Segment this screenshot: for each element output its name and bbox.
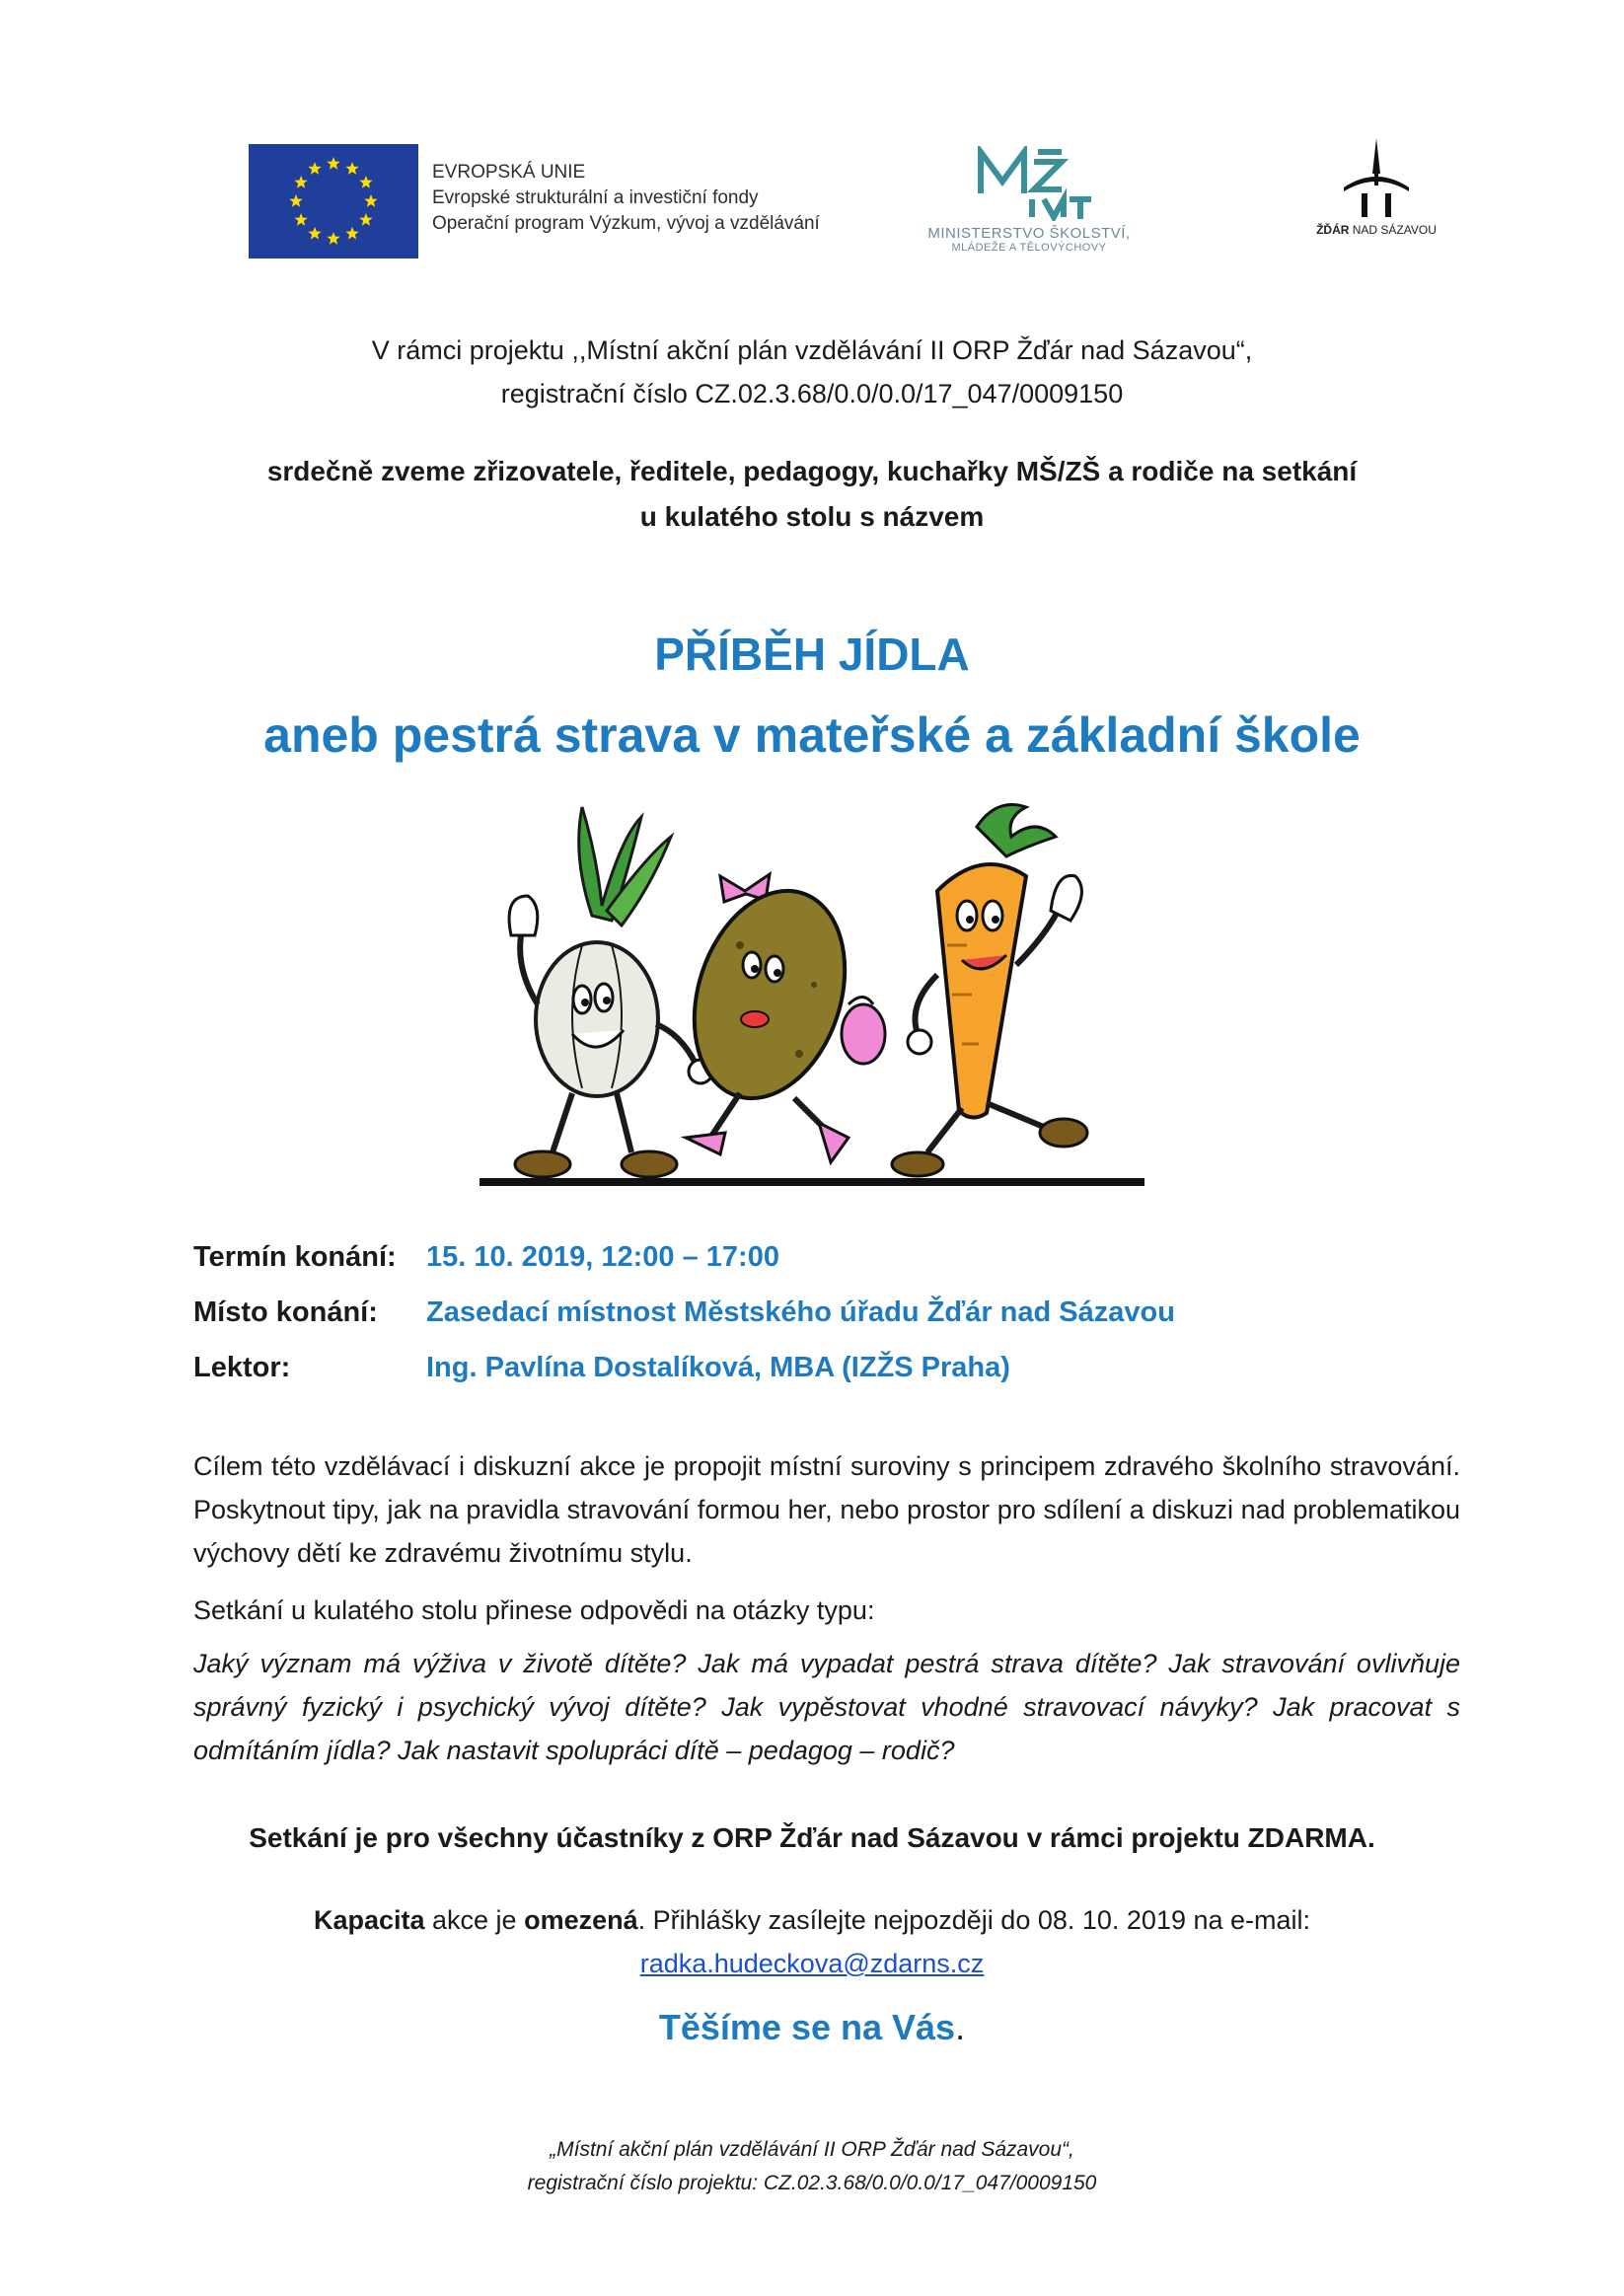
detail-row-date (193, 1241, 1427, 1295)
description-paragraph: Cílem této vzdělávací i diskuzní akce je propojit místní suroviny s principem zdravého školního stravování. Poskytnout tipy, jak na pravidla stravování formou her, nebo prostor pro sdílení a diskuzi nad problematikou výchovy dětí ke zdravému životnímu stylu. (193, 1451, 1460, 1568)
event-title: PŘÍBĚH JÍDLA (654, 629, 970, 680)
registration-text-1: akce je (424, 1905, 525, 1935)
ground-line (480, 1178, 1144, 1186)
event-subtitle: aneb pestrá strava v mateřské a základní škole (263, 707, 1361, 763)
eu-line-2: Evropské strukturální a investiční fondy (432, 187, 759, 208)
eu-star-icon (294, 213, 307, 226)
intro-line-1: V rámci projektu ,,Místní akční plán vzdělávání II ORP Žďár nad Sázavou“, (371, 335, 1253, 365)
footer-line-2: registrační číslo projektu: CZ.02.3.68/0.0/0.0/17_047/0009150 (527, 2172, 1097, 2194)
invitation-line-1: srdečně zveme zřizovatele, ředitele, pedagogy, kuchařky MŠ/ZŠ a rodiče na setkání (266, 456, 1358, 486)
church-tower-icon (1334, 136, 1419, 219)
detail-label: Termín konání: (193, 1241, 397, 1273)
free-notice: Setkání je pro všechny účastníky z ORP Žďár nad Sázavou v rámci projektu ZDARMA. (249, 1822, 1375, 1853)
eu-star-icon (308, 227, 321, 240)
eu-star-icon (327, 157, 339, 170)
email-link[interactable]: radka.hudeckova@zdarns.cz (639, 1949, 985, 1978)
intro-line-2: registrační číslo CZ.02.3.68/0.0/0.0/17_047/0009150 (500, 379, 1124, 408)
footer-line-1: „Místní akční plán vzdělávání II ORP Žďár nad Sázavou“, (550, 2138, 1074, 2161)
eu-star-icon (345, 227, 358, 240)
footer (148, 2133, 1476, 2200)
eu-star-icon (327, 232, 339, 245)
capacity-label: Kapacita (313, 1905, 425, 1935)
msmt-line-1: MINISTERSTVO ŠKOLSTVÍ, (927, 225, 1131, 242)
eu-star-icon (359, 176, 372, 188)
zdar-logo (1312, 136, 1440, 245)
onion-character-icon (509, 807, 712, 1177)
closing-text: Těšíme se na Vás (658, 2007, 956, 2047)
msmt-logo (916, 146, 1143, 260)
invitation-line-2: u kulatého stolu s názvem (639, 501, 985, 532)
detail-label: Lektor: (193, 1352, 291, 1383)
detail-row-lecturer (193, 1352, 1427, 1405)
eu-star-icon (359, 213, 372, 226)
eu-star-icon (294, 176, 307, 188)
detail-value: Zasedací místnost Městského úřadu Žďár nad Sázavou (426, 1296, 1175, 1328)
msmt-mark-icon (975, 146, 1093, 221)
zdar-name-bold: ŽĎÁR (1316, 223, 1350, 237)
detail-row-place (193, 1296, 1427, 1350)
carrot-character-icon (892, 805, 1087, 1177)
eu-star-icon (289, 194, 302, 207)
potato-character-icon (669, 871, 885, 1162)
eu-line-1: EVROPSKÁ UNIE (432, 162, 586, 183)
vegetables-illustration (474, 797, 1164, 1192)
questions-list: Jaký význam má výživa v životě dítěte? Jak má vypadat pestrá strava dítěte? Jak stravování ovlivňuje správný fyzický i psychický vývoj dítěte? Jak vypěstovat vhodné stravovací návyky? Jak pracovat s odmítáním jídla? Jak nastavit spolupráci dítě – pedagog – rodič? (193, 1649, 1460, 1765)
closing-period: . (955, 2007, 966, 2047)
intro (148, 329, 1476, 415)
eu-logo (249, 144, 872, 259)
detail-value: 15. 10. 2019, 12:00 – 17:00 (426, 1241, 779, 1273)
zdar-name-rest: NAD SÁZAVOU (1349, 223, 1437, 237)
detail-label: Místo konání: (193, 1296, 378, 1328)
registration-text-2: . Přihlášky zasílejte nejpozději do 08. 10. 2019 na e-mail: (637, 1905, 1311, 1935)
questions-intro: Setkání u kulatého stolu přinese odpovědi na otázky typu: (193, 1595, 875, 1625)
limited-label: omezená (524, 1905, 638, 1935)
eu-star-icon (364, 194, 377, 207)
registration (148, 1898, 1476, 1985)
detail-value: Ing. Pavlína Dostalíková, MBA (IZŽS Praha) (426, 1352, 1010, 1383)
invitation (148, 449, 1476, 540)
eu-star-icon (345, 162, 358, 175)
eu-line-3: Operační program Výzkum, vývoj a vzdělávání (432, 213, 820, 234)
eu-flag-icon (249, 144, 418, 259)
msmt-line-2: MLÁDEŽE A TĚLOVÝCHOVY (951, 242, 1107, 254)
closing (148, 2007, 1476, 2048)
eu-star-icon (308, 162, 321, 175)
